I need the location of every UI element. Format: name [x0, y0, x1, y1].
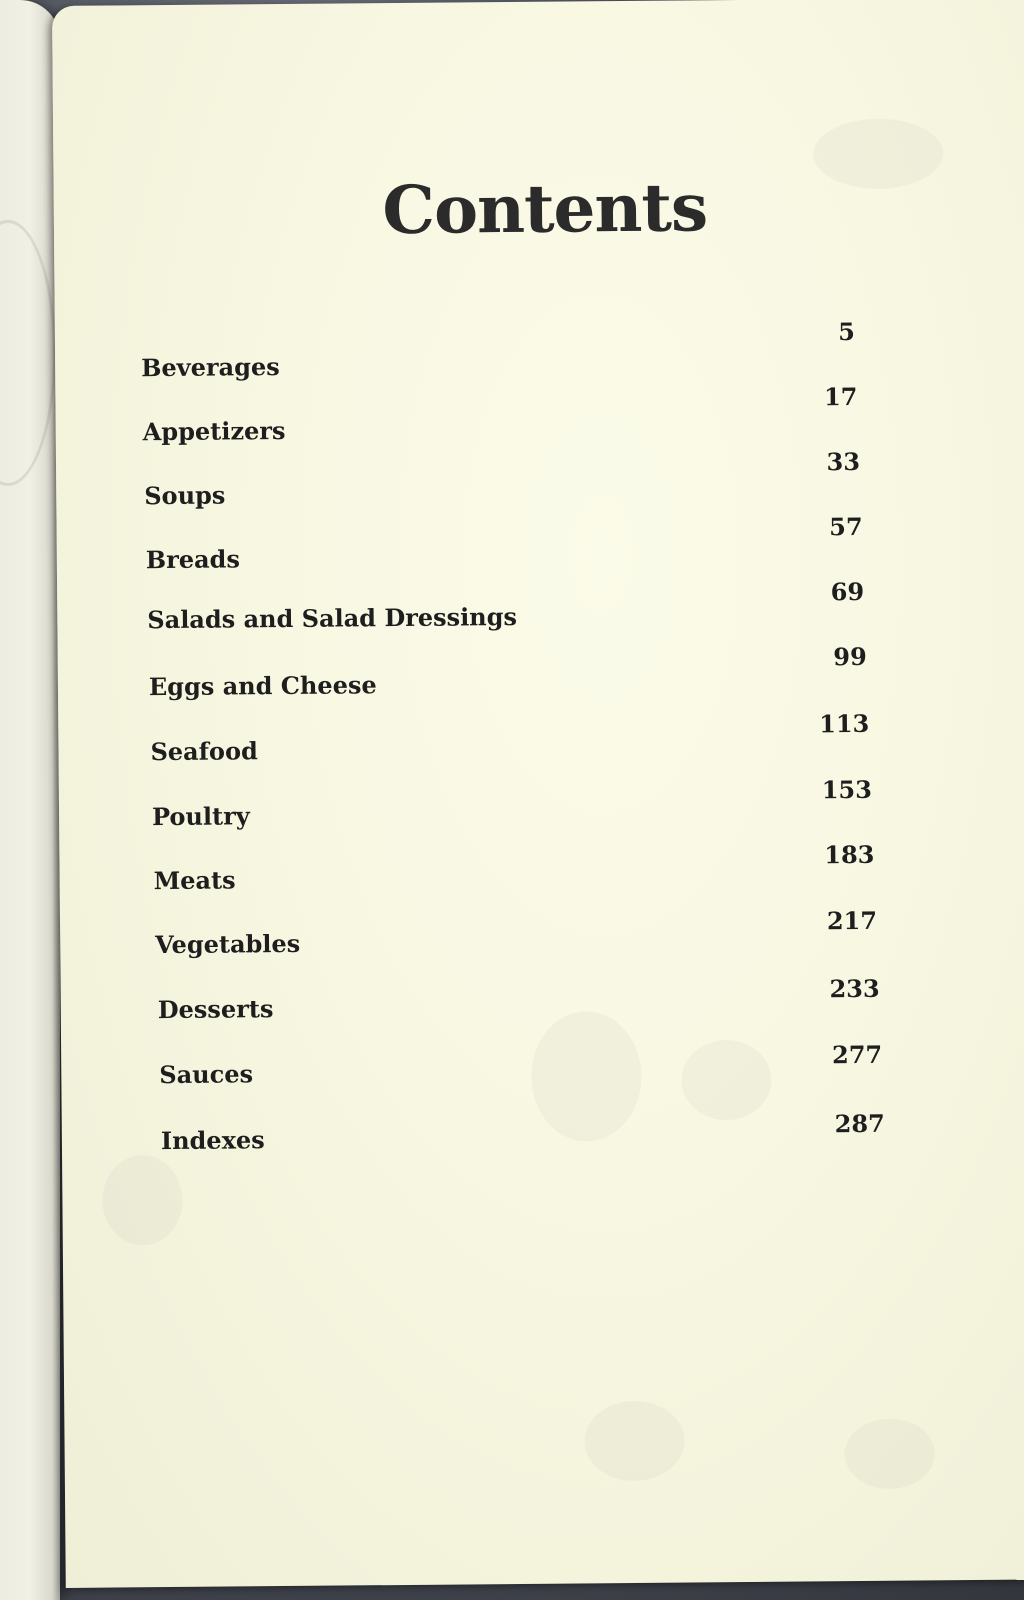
show-through-illustration [102, 1155, 183, 1246]
toc-entry-page-number: 17 [823, 381, 858, 412]
toc-entry-page-number: 57 [829, 511, 863, 542]
toc-entry-label: Appetizers [142, 415, 286, 447]
toc-entry-page-number: 99 [833, 641, 867, 672]
toc-entry-label: Salads and Salad Dressings [147, 601, 518, 635]
toc-entry-page-number: 277 [831, 1039, 883, 1070]
show-through-illustration [584, 1401, 685, 1482]
toc-entry-page-number: 113 [819, 708, 870, 739]
toc-entry-page-number: 217 [826, 905, 878, 936]
toc-entry-label: Sauces [159, 1059, 254, 1090]
left-page-edge [0, 0, 60, 1600]
toc-entry-page-number: 233 [829, 973, 880, 1004]
show-through-illustration [681, 1040, 772, 1121]
toc-entry-page-number: 69 [830, 576, 865, 607]
toc-entry-label: Poultry [151, 801, 250, 832]
toc-entry-label: Breads [145, 544, 241, 575]
toc-entry-label: Eggs and Cheese [148, 670, 377, 702]
toc-entry-label: Vegetables [155, 928, 301, 960]
toc-entry-label: Soups [144, 480, 226, 511]
page-title: Contents [382, 168, 708, 250]
toc-entry-page-number: 33 [826, 446, 861, 477]
toc-entry-page-number: 153 [821, 774, 872, 805]
toc-entry-label: Beverages [141, 352, 280, 383]
toc-entry-label: Indexes [160, 1125, 265, 1156]
show-through-illustration [531, 1011, 642, 1142]
show-through-illustration [844, 1418, 935, 1489]
toc-entry-label: Meats [153, 865, 236, 896]
contents-page [52, 0, 1024, 1588]
toc-entry-page-number: 287 [834, 1108, 885, 1139]
toc-entry-page-number: 5 [838, 317, 855, 347]
toc-entry-label: Seafood [150, 736, 258, 767]
toc-entry-page-number: 183 [824, 839, 875, 870]
toc-entry-label: Desserts [157, 994, 274, 1025]
left-page-ghost-ornament [0, 220, 56, 486]
